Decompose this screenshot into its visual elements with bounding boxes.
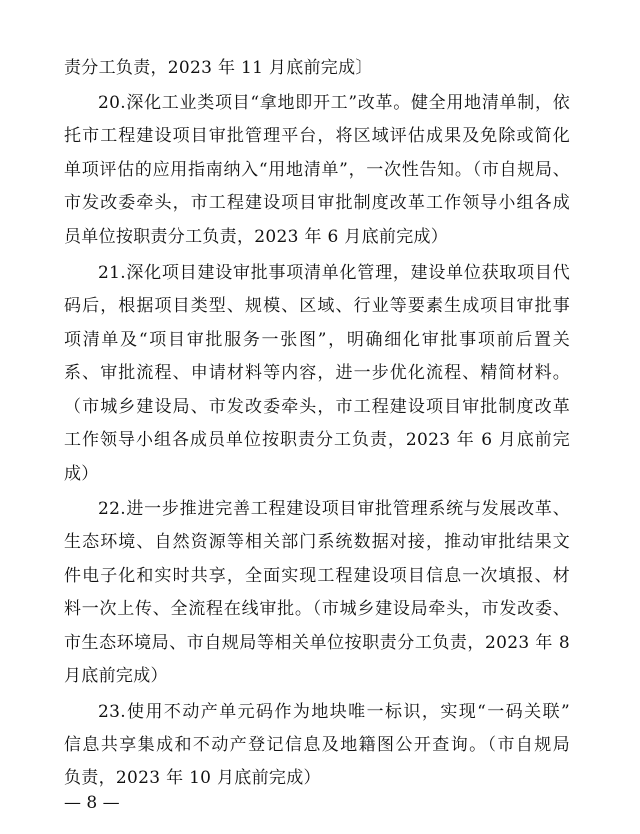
item-23-line-2: 信息共享集成和不动产登记信息及地籍图公开查询。（市自规局 [64, 735, 570, 755]
item-23-heading-line: 23.使用不动产单元码作为地块唯一标识，实现“一码关联” [98, 702, 570, 722]
item-22-heading-line: 22.进一步推进完善工程建设项目审批管理系统与发展改革、 [98, 499, 570, 519]
item-20-heading-line: 20.深化工业类项目“拿地即开工”改革。健全用地清单制，依 [98, 93, 570, 113]
item-21-line-3: 项清单及“项目审批服务一张图”，明确细化审批事项前后置关 [64, 330, 570, 350]
page-number: — 8 — [64, 793, 120, 813]
item-20-line-5: 员单位按职责分工负责，2023 年 6 月底前完成） [64, 227, 449, 247]
item-21-heading-line: 21.深化项目建设审批事项清单化管理，建设单位获取项目代 [98, 263, 570, 283]
item-20-line-4: 市发改委牵头，市工程建设项目审批制度改革工作领导小组各成 [64, 193, 570, 213]
text-line-1: 责分工负责，2023 年 11 月底前完成〕 [64, 58, 373, 78]
item-20-line-3: 单项评估的应用指南纳入“用地清单”，一次性告知。（市自规局、 [64, 160, 570, 180]
item-21-line-5: （市城乡建设局、市发改委牵头，市工程建设项目审批制度改革 [64, 397, 570, 417]
item-23-line-3: 负责，2023 年 10 月底前完成） [64, 768, 321, 788]
item-22-line-2: 生态环境、自然资源等相关部门系统数据对接，推动审批结果文 [64, 532, 570, 552]
item-21-line-2: 码后，根据项目类型、规模、区域、行业等要素生成项目审批事 [64, 296, 570, 316]
item-22-line-5: 市生态环境局、市自规局等相关单位按职责分工负责，2023 年 8 [64, 633, 570, 653]
item-21-line-4: 系、审批流程、申请材料等内容，进一步优化流程、精简材料。 [64, 363, 570, 383]
item-20-line-2: 托市工程建设项目审批管理平台，将区域评估成果及免除或简化 [64, 126, 570, 146]
item-22-line-6: 月底前完成） [64, 666, 168, 686]
item-21-line-7: 成） [64, 464, 99, 484]
item-21-line-6: 工作领导小组各成员单位按职责分工负责，2023 年 6 月底前完 [64, 430, 570, 450]
item-22-line-3: 件电子化和实时共享，全面实现工程建设项目信息一次填报、材 [64, 566, 570, 586]
item-22-line-4: 料一次上传、全流程在线审批。（市城乡建设局牵头，市发改委、 [64, 599, 570, 619]
